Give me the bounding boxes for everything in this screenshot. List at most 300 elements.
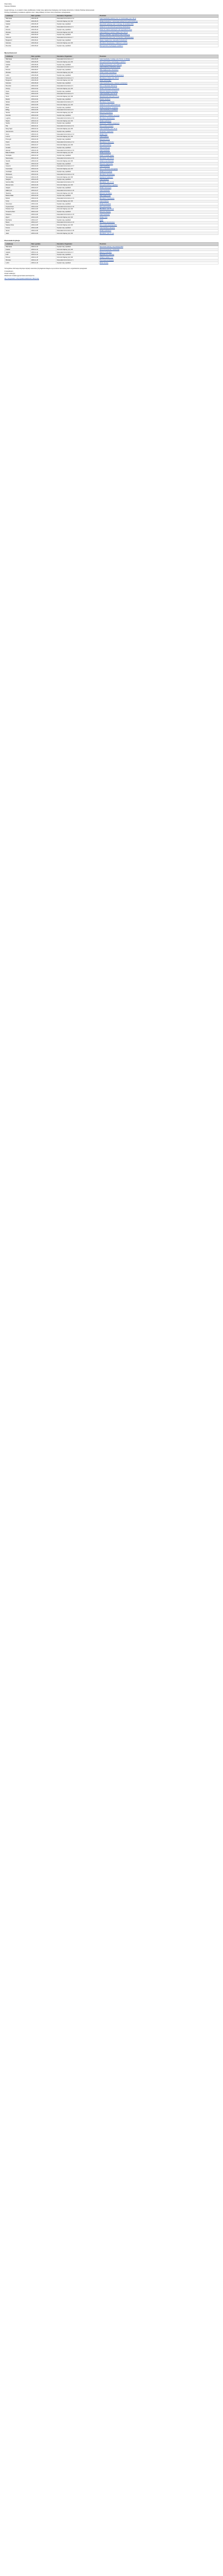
subject-link[interactable]: Zapasy magazynowe materiałów budowlanych (99, 39, 219, 42)
subject-link[interactable]: Mieszkanie dwupokojowe (99, 222, 219, 224)
subject-link[interactable]: Budynek biurowy (99, 138, 219, 141)
column-header: Data / godzina (30, 55, 56, 58)
location-cell: Gdańsk (5, 23, 31, 26)
organizer-cell: Syndyk masy upadłości (56, 122, 99, 125)
date-cell: 2023-09-26 (30, 66, 56, 68)
date-cell: 2023-10-11 (30, 125, 56, 127)
subject-link[interactable]: Dom w stanie surowym (99, 125, 219, 127)
location-cell: Włocławek (5, 173, 31, 176)
location-cell: Poznań (5, 28, 31, 31)
subject-link[interactable]: Przyczepa kempingowa (99, 259, 219, 262)
subject-link[interactable]: Lokal handlowy (99, 179, 219, 181)
subject-link[interactable]: Lokal mieszkalny wraz z miejscem postojowym (99, 82, 219, 85)
location-cell: Piła (5, 125, 31, 127)
organizer-cell: Syndyk masy upadłości (56, 146, 99, 149)
date-cell: 2023-10-05 (30, 101, 56, 104)
location-cell: Rzeszów (5, 85, 31, 87)
subject-link[interactable]: Działka rekreacyjna nad jeziorem (99, 87, 219, 90)
subject-link[interactable]: Lokal użytkowy (99, 200, 219, 203)
date-cell: 2023-11-13 (30, 248, 56, 251)
footer (4, 268, 219, 279)
location-cell: Lublin (5, 262, 31, 264)
subject-link[interactable]: Dom jednorodzinny z ogrodem (99, 184, 219, 187)
organizer-cell: Syndyk masy upadłości (56, 203, 99, 205)
subject-link[interactable]: Lokal mieszkalny, 3 pokoje, pow. 64 m2, ul. Wolska (99, 58, 219, 61)
organizer-cell: Syndyk masy upadłości (56, 138, 99, 141)
column-header: Data / godzina (30, 243, 56, 246)
organizer-cell: Syndyk masy upadłości (56, 254, 99, 257)
date-cell: 2023-09-28 (30, 74, 56, 77)
organizer-cell: Syndyk masy upadłości (56, 219, 99, 222)
location-cell: Sosnowiec (5, 203, 31, 205)
organizer-cell: Komornik Sądowy przy SR (56, 144, 99, 146)
organizer-cell: Kancelaria Komornicza nr 3 (56, 77, 99, 80)
location-cell: Gniezno (5, 165, 31, 168)
subject-link[interactable]: Mieszkanie, pow. 55 m2 (99, 208, 219, 211)
location-cell: Legnica (5, 117, 31, 120)
subject-link[interactable]: Lokal mieszkalny (99, 165, 219, 168)
subject-link[interactable]: Pawilon handlowy (99, 98, 219, 101)
subject-link[interactable]: Samochód ciężarowy wraz z naczepą, rok produkcji 2016 (99, 23, 219, 26)
subject-link[interactable]: Mieszkanie trzypokojowe (99, 197, 219, 200)
location-cell: Kraków (5, 61, 31, 63)
date-cell: 2023-10-02 (30, 87, 56, 90)
organizer-cell: Komornik Sądowy przy SR (56, 104, 99, 106)
organizer-cell: Komornik Sądowy przy SR (56, 176, 99, 179)
footer-paragraph: Wiadomość została wygenerowana automatycznie. (4, 275, 35, 277)
organizer-cell: Syndyk masy upadłości (56, 28, 99, 31)
subject-link[interactable]: Dom jednorodzinny (99, 144, 219, 146)
date-cell: 2023-09-28 (30, 77, 56, 80)
date-cell: 2023-10-25 (30, 179, 56, 181)
date-cell: 2023-11-08 (30, 227, 56, 229)
organizer-cell: Komornik Sądowy przy SR (56, 248, 99, 251)
date-cell: 2023-10-05 (30, 104, 56, 106)
subject-link[interactable]: Nieruchomość gruntowa niezabudowana (99, 74, 219, 77)
date-cell: 2023-09-20 (30, 31, 56, 34)
subject-link[interactable]: Lokal użytkowy w kamienicy, parter (99, 66, 219, 68)
location-cell: Łódź (5, 66, 31, 68)
location-cell: Opole (5, 90, 31, 93)
date-cell: 2023-09-27 (30, 71, 56, 74)
date-cell: 2023-10-06 (30, 106, 56, 109)
date-cell: 2023-10-17 (30, 146, 56, 149)
location-cell: Lublin (5, 74, 31, 77)
subject-link[interactable]: Dom w stanie deweloperskim (99, 224, 219, 227)
date-cell: 2023-10-20 (30, 160, 56, 163)
subject-link[interactable]: Wyposażenie restauracji (99, 254, 219, 257)
location-cell: Wrocław (5, 71, 31, 74)
location-cell: Wrocław (5, 31, 31, 34)
organizer-cell: Syndyk masy upadłości (56, 98, 99, 101)
organizer-cell: Komornik Sądowy przy SR (56, 111, 99, 114)
subject-link[interactable]: Pensjonat z zapleczem (99, 130, 219, 133)
subject-link[interactable]: Udział 1/4 w domu jednorodzinnym (99, 104, 219, 106)
date-cell: 2023-10-18 (30, 151, 56, 154)
subject-link[interactable]: Działka przemysłowa (99, 170, 219, 173)
subject-link[interactable]: Garaż w zespole garaży (99, 154, 219, 157)
location-cell: Bydgoszcz (5, 39, 31, 42)
date-cell: 2023-10-16 (30, 138, 56, 141)
date-cell: 2023-10-06 (30, 109, 56, 111)
organizer-cell: Komornik Sądowy przy SR (56, 61, 99, 63)
subject-link[interactable]: Budynek mieszkalny (99, 192, 219, 195)
location-cell: Toruń (5, 95, 31, 98)
organizer-cell: Kancelaria Komornicza nr 16 (56, 157, 99, 160)
location-cell: Nowy Sącz (5, 127, 31, 130)
organizer-cell: Komornik Sądowy przy SR (56, 151, 99, 154)
date-cell: 2023-10-19 (30, 154, 56, 157)
organizer-cell: Kancelaria Komornicza nr 10 (56, 117, 99, 120)
location-cell: Łódź (5, 26, 31, 28)
location-cell: Łomża (5, 144, 31, 146)
date-cell: 2023-10-30 (30, 192, 56, 195)
subject-link[interactable]: Dom jednorodzinny (99, 205, 219, 208)
subject-link[interactable]: Działka budowlana z projektem (99, 106, 219, 109)
date-cell: 2023-10-13 (30, 133, 56, 136)
organizer-cell: Kancelaria Komornicza nr 5 (56, 93, 99, 96)
subject-link[interactable]: Maszyny budowlane (99, 251, 219, 254)
subject-link[interactable]: Budynek gospodarczy (99, 111, 219, 114)
date-cell: 2023-10-12 (30, 130, 56, 133)
subject-link[interactable]: Mieszkanie w kamienicy (99, 141, 219, 144)
organizer-cell: Syndyk masy upadłości (56, 82, 99, 85)
intro-paragraph: Poniżej przedstawiamy zestawienie ogłoszeń wraz z datą publikacji, terminem oraz przedmiotem postępowania. (4, 12, 71, 14)
subject-link[interactable]: Budynek usługowo-mieszkalny (99, 90, 219, 93)
date-cell: 2023-11-07 (30, 219, 56, 222)
date-cell: 2023-10-03 (30, 93, 56, 96)
organizer-cell: Kancelaria Komornicza nr 18 (56, 173, 99, 176)
organizer-cell: Kancelaria Komornicza nr 17 (56, 165, 99, 168)
subject-link[interactable]: Mieszkanie dwupokojowe (99, 173, 219, 176)
organizer-cell: Syndyk masy upadłości (56, 170, 99, 173)
date-cell: 2023-10-10 (30, 120, 56, 122)
subject-link[interactable]: Dom w zabudowie bliźniaczej (99, 85, 219, 87)
subject-link[interactable]: Udział 1/2 w nieruchomości gruntowej zabudowanej (99, 26, 219, 28)
organizer-cell: Kancelaria Komornicza nr 14 (56, 141, 99, 144)
organizer-cell: Komornik Sądowy przy SR (56, 80, 99, 82)
date-cell: 2023-11-15 (30, 259, 56, 262)
location-cell: Kielce (5, 93, 31, 96)
footer-paragraph: Szczegółowe informacje dotyczące licytacji i warunków przystąpienia dostępne są na stronie internetowej oraz u organizatorów postępowań. (4, 268, 88, 270)
date-cell: 2023-11-13 (30, 246, 56, 248)
date-cell: 2023-11-03 (30, 210, 56, 213)
subject-link[interactable]: Lokal mieszkalny położony przy ul. Grochowskiej, pow. 48 m2 (99, 18, 219, 21)
organizer-cell: Kancelaria Komornicza nr 22 (56, 205, 99, 208)
auction-table (4, 242, 219, 264)
subject-link[interactable]: Hala magazynowa (99, 194, 219, 197)
location-cell: Świdnica (5, 192, 31, 195)
date-cell: 2023-10-23 (30, 168, 56, 170)
location-cell: Leszno (5, 136, 31, 139)
subject-link[interactable]: Udział w nieruchomości (99, 160, 219, 163)
date-cell: 2023-10-27 (30, 189, 56, 192)
organizer-cell: Syndyk masy upadłości (56, 130, 99, 133)
subject-link[interactable]: Apartament z widokiem na morze (99, 114, 219, 117)
subject-link[interactable]: Garaż (99, 219, 219, 222)
column-header: Kancelaria / Organizator (56, 243, 99, 246)
organizer-cell: Kancelaria Komornicza nr 1 (56, 85, 99, 87)
organizer-cell: Syndyk masy upadłości (56, 187, 99, 189)
date-cell: 2023-10-19 (30, 157, 56, 160)
organizer-cell: Syndyk masy upadłości (56, 246, 99, 248)
location-cell: Warszawa (5, 58, 31, 61)
subject-link[interactable]: Lokal mieszkalny na poddaszu (99, 109, 219, 111)
subject-link[interactable]: Garaż wolnostojący (99, 80, 219, 82)
location-cell: Rzeszów (5, 45, 31, 47)
section-title: Pozostałe licytacje (4, 239, 20, 242)
organizer-cell: Syndyk masy upadłości (56, 154, 99, 157)
subject-link[interactable]: Nieruchomość rolna, pow. 1,4 ha (99, 95, 219, 98)
auction-table (4, 55, 219, 235)
date-cell: 2023-11-03 (30, 208, 56, 211)
date-cell: 2023-11-09 (30, 232, 56, 235)
location-cell: Bydgoszcz (5, 80, 31, 82)
location-cell: Olsztyn (5, 87, 31, 90)
date-cell: 2023-10-20 (30, 163, 56, 165)
subject-link[interactable]: Lokal handlowo-usługowy (99, 227, 219, 229)
auction-table (4, 14, 219, 47)
location-cell: Głogów (5, 187, 31, 189)
organizer-cell: Kancelaria Komornicza nr 4 (56, 26, 99, 28)
subject-link[interactable]: Mieszkanie, pow. 41 m2 (99, 181, 219, 184)
date-cell: 2023-10-02 (30, 85, 56, 87)
location-cell: Gorzów Wlkp. (5, 181, 31, 184)
organizer-cell: Syndyk masy upadłości (56, 90, 99, 93)
location-cell: Zielona Góra (5, 184, 31, 187)
location-cell: Słupsk (5, 120, 31, 122)
subject-link[interactable]: Samochód osobowy, rok produkcji 2019 (99, 246, 219, 248)
date-cell: 2023-11-06 (30, 213, 56, 216)
location-cell: Gdańsk (5, 63, 31, 66)
organizer-cell: Komornik Sądowy przy SR (56, 184, 99, 187)
intro (4, 9, 219, 14)
column-header: Lokalizacja (5, 55, 31, 58)
subject-link[interactable]: Działka rolna (99, 216, 219, 219)
date-cell: 2023-10-23 (30, 165, 56, 168)
organizer-cell: Komornik Sądowy przy SR (56, 232, 99, 235)
subject-link[interactable]: Maszyny stolarskie i wyposażenie hali produkcyjnej (99, 33, 219, 36)
subject-link[interactable]: Udział w lokalu mieszkalnym (99, 71, 219, 74)
table-row (5, 232, 219, 235)
subject-link[interactable]: Dom w zabudowie szeregowej (99, 168, 219, 170)
location-cell: Warszawa (5, 18, 31, 21)
organizer-cell: Kancelaria Komornicza nr 19 (56, 181, 99, 184)
location-cell: Częstochowa (5, 205, 31, 208)
date-cell: 2023-10-09 (30, 114, 56, 117)
date-cell: 2023-10-31 (30, 197, 56, 200)
date-cell: 2023-11-02 (30, 203, 56, 205)
subject-link[interactable]: Działka rekreacyjna (99, 187, 219, 189)
subject-link[interactable]: Działka inwestycyjna o pow. 1200 m2 (99, 63, 219, 66)
organizer-cell: Komornik Sądowy przy SR (56, 42, 99, 45)
column-header: Kancelaria / Organizator (56, 14, 99, 17)
organizer-cell: Komornik Sądowy przy SR (56, 127, 99, 130)
subject-link[interactable]: Lokal mieszkalny, pow. 45 m2 (99, 127, 219, 130)
subject-link[interactable]: Lokal mieszkalny (99, 149, 219, 152)
location-cell: Pabianice (5, 213, 31, 216)
organizer-cell: Kancelaria Komornicza nr 6 (56, 101, 99, 104)
organizer-cell: Kancelaria Komornicza nr 2 (56, 251, 99, 254)
location-cell: Poznań (5, 256, 31, 259)
subject-link[interactable]: Mieszkanie, pow. 47 m2 (99, 232, 219, 235)
subject-link[interactable]: Budynek usługowy (99, 210, 219, 213)
location-cell: Gdańsk (5, 251, 31, 254)
subject-link[interactable]: Działka budowlana (99, 151, 219, 154)
organizer-cell: Kancelaria Komornicza nr 4 (56, 259, 99, 262)
location-cell: Gliwice (5, 101, 31, 104)
date-cell: 2023-10-18 (30, 149, 56, 152)
location-cell: Bielsko-Biała (5, 194, 31, 197)
date-cell: 2023-10-09 (30, 111, 56, 114)
date-cell: 2023-09-25 (30, 58, 56, 61)
column-header: Przedmiot (99, 14, 219, 17)
location-cell: Katowice (5, 82, 31, 85)
location-cell: Szczecin (5, 36, 31, 39)
subject-link[interactable]: Mieszkanie, pow. 58 m2 (99, 157, 219, 160)
location-cell: Stargard (5, 179, 31, 181)
location-cell: Katowice (5, 42, 31, 45)
date-cell: 2023-10-25 (30, 176, 56, 179)
organizer-cell: Kancelaria Komornicza nr 21 (56, 197, 99, 200)
organizer-cell: Kancelaria Komornicza nr 23 (56, 213, 99, 216)
organizer-cell: Kancelaria Komornicza nr 11 (56, 125, 99, 127)
organizer-cell: Komornik Sądowy przy SR (56, 95, 99, 98)
organizer-cell: Komornik Sądowy przy SR (56, 120, 99, 122)
location-cell: Płock (5, 106, 31, 109)
date-cell: 2023-09-29 (30, 82, 56, 85)
subject-link[interactable]: Dom jednorodzinny wolnostojący z garażem (99, 61, 219, 63)
location-cell: Stalowa Wola (5, 224, 31, 227)
greeting (4, 3, 219, 7)
organizer-cell: Kancelaria Komornicza nr 7 (56, 36, 99, 39)
organizer-cell: Syndyk masy upadłości (56, 262, 99, 264)
subject-link[interactable]: Lokal użytkowy w centrum miasta, pow. 112 m2 (99, 31, 219, 34)
subject-link[interactable]: Mieszkanie dwupokojowe (99, 117, 219, 120)
subject-link[interactable]: Lokal mieszkalny, pow. 52 m2 (99, 93, 219, 96)
table-row (5, 45, 219, 47)
date-cell: 2023-10-26 (30, 184, 56, 187)
date-cell: 2023-09-21 (30, 39, 56, 42)
date-cell: 2023-09-18 (30, 23, 56, 26)
date-cell: 2023-11-06 (30, 216, 56, 219)
location-cell: Ostrołęka (5, 154, 31, 157)
location-cell: Konin (5, 133, 31, 136)
organizer-cell: Komornik Sądowy przy SR (56, 136, 99, 139)
subject-link[interactable]: Meble biurowe (99, 262, 219, 264)
location-cell: Wałbrzych (5, 189, 31, 192)
organizer-cell: Komornik Sądowy przy SR (56, 168, 99, 170)
organizer-cell: Syndyk masy upadłości (56, 39, 99, 42)
subject-link[interactable]: Mieszkanie trzypokojowe (99, 101, 219, 104)
organizer-cell: Komornik Sądowy przy SR (56, 256, 99, 259)
organizer-cell: Komornik Sądowy przy SR (56, 20, 99, 23)
location-cell: Poznań (5, 68, 31, 71)
organizer-cell: Syndyk masy upadłości (56, 63, 99, 66)
location-cell: Lublin (5, 33, 31, 36)
subject-link[interactable]: Hala produkcyjna (99, 146, 219, 149)
organizer-cell: Komornik Sądowy przy SR (56, 160, 99, 163)
subject-link[interactable]: Mieszkanie w bloku, pow. 38 m2 (99, 77, 219, 80)
subject-link[interactable]: Mieszkanie dwupokojowe z balkonem i piwnicą (99, 42, 219, 45)
section-title: Nieruchomości (4, 52, 17, 55)
subject-link[interactable]: Działka rolna (99, 133, 219, 136)
greeting-line: Szanowni Państwo (4, 5, 16, 7)
location-cell: Bełchatów (5, 219, 31, 222)
subject-link[interactable]: Lokal mieszkalny (99, 213, 219, 216)
subject-link[interactable]: Nieruchomość rolna o pow. 3,2 ha wraz z zabudowaniami (99, 36, 219, 39)
organizer-cell: Komornik Sądowy przy SR (56, 31, 99, 34)
subject-link[interactable]: Budynek magazynowy (99, 163, 219, 165)
subject-link[interactable]: Udziały w spółce z o.o. (99, 256, 219, 259)
location-cell: Koszalin (5, 114, 31, 117)
subject-link[interactable]: Sprzęt komputerowy i elektronika (99, 248, 219, 251)
subject-link[interactable]: Działka siedliskowa (99, 120, 219, 122)
location-cell: Kalisz (5, 163, 31, 165)
location-cell: Tomaszów Maz. (5, 210, 31, 213)
location-cell: Świnoujście (5, 176, 31, 179)
subject-link[interactable]: Lokal użytkowy (99, 136, 219, 139)
location-cell: Zgierz (5, 216, 31, 219)
date-cell: 2023-09-15 (30, 18, 56, 21)
unsubscribe-link[interactable]: Aby zrezygnować z otrzymywania wiadomości, kliknij tutaj. (4, 277, 40, 279)
date-cell: 2023-10-03 (30, 90, 56, 93)
organizer-cell: Kancelaria Komornicza nr 15 (56, 149, 99, 152)
location-cell: Tychy (5, 200, 31, 203)
organizer-cell: Syndyk masy upadłości (56, 74, 99, 77)
date-cell: 2023-11-16 (30, 262, 56, 264)
location-cell: Zabrze (5, 104, 31, 106)
organizer-cell: Kancelaria Komornicza nr 12 (56, 18, 99, 21)
date-cell: 2023-09-21 (30, 36, 56, 39)
subject-link[interactable]: Działka siedliskowa (99, 229, 219, 232)
subject-link[interactable]: Apartament wakacyjny (99, 176, 219, 179)
column-header: Lokalizacja (5, 243, 31, 246)
date-cell: 2023-10-11 (30, 122, 56, 125)
date-cell: 2023-10-12 (30, 127, 56, 130)
date-cell: 2023-10-04 (30, 98, 56, 101)
subject-link[interactable]: Wierzytelności przysługujące upadłemu (99, 45, 219, 47)
subject-link[interactable]: Działka budowlana (99, 203, 219, 205)
date-cell: 2023-11-14 (30, 254, 56, 257)
column-header: Kancelaria / Organizator (56, 55, 99, 58)
location-cell: Chełm (5, 141, 31, 144)
location-cell: Zamość (5, 149, 31, 152)
date-cell: 2023-11-07 (30, 222, 56, 224)
date-cell: 2023-11-08 (30, 224, 56, 227)
location-cell: Elbląg (5, 109, 31, 111)
date-cell: 2023-09-29 (30, 80, 56, 82)
subject-link[interactable]: Hala magazynowa z biurowcem (99, 68, 219, 71)
date-cell: 2023-09-27 (30, 68, 56, 71)
organizer-cell: Syndyk masy upadłości (56, 23, 99, 26)
subject-link[interactable]: Kamienica z lokalami usługowymi (99, 122, 219, 125)
date-cell: 2023-10-04 (30, 95, 56, 98)
intro-paragraph: Zespół informuje, że w ostatnim czasie opublikowane zostały nowe ogłoszenia przetargowe oraz licytacje komornicze z obszaru Państwa zainteresowań. (4, 9, 95, 11)
column-header: Przedmiot (99, 243, 219, 246)
date-cell: 2023-10-13 (30, 136, 56, 139)
date-cell: 2023-11-15 (30, 256, 56, 259)
date-cell: 2023-11-02 (30, 205, 56, 208)
date-cell: 2023-09-18 (30, 26, 56, 28)
subject-link[interactable]: Działka budowlana z rozpoczętą budową domu jednorodzinnego (99, 20, 219, 23)
date-cell: 2023-11-09 (30, 229, 56, 232)
location-cell: Krosno (5, 227, 31, 229)
subject-link[interactable]: Lokal mieszkalny (99, 189, 219, 192)
subject-link[interactable]: Prawa do znaków towarowych oraz wyposażenie biura (99, 28, 219, 31)
location-cell: Wrocław (5, 259, 31, 262)
location-cell: Skierniewice (5, 157, 31, 160)
